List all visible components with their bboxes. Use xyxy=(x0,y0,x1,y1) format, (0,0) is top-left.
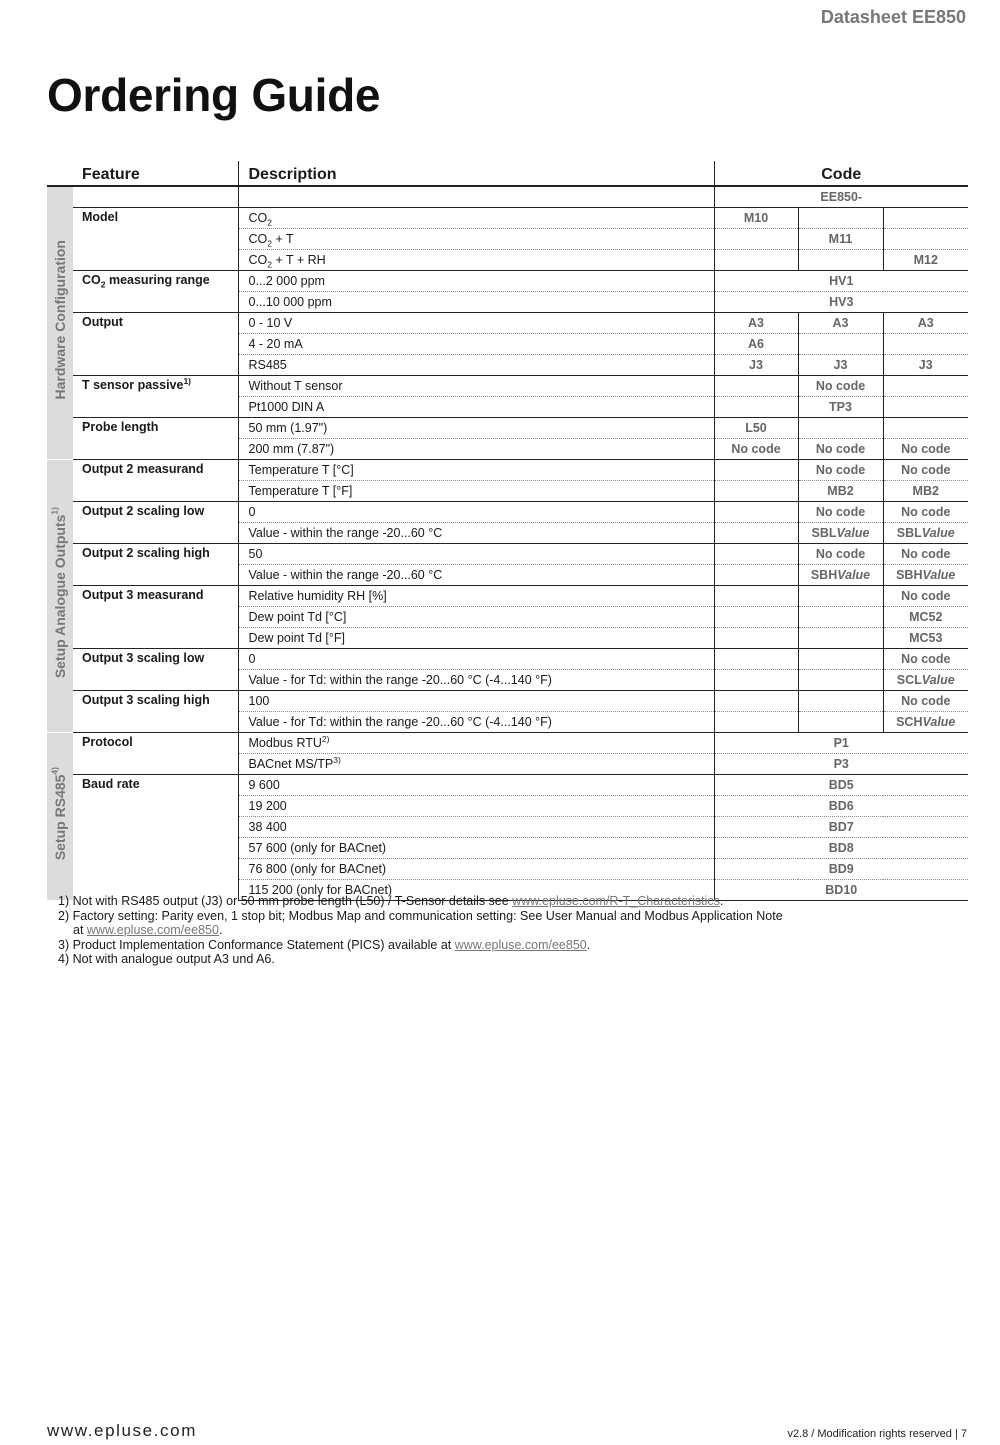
code-mb2: MB2 xyxy=(798,481,883,502)
desc-out2-high-50: 50 xyxy=(238,544,714,565)
desc-temp-f: Temperature T [°F] xyxy=(238,481,714,502)
code-bd7: BD7 xyxy=(714,817,968,838)
code-bd8: BD8 xyxy=(714,838,968,859)
table-row xyxy=(47,271,968,292)
code-hv3: HV3 xyxy=(714,292,968,313)
header-description: Description xyxy=(238,161,714,186)
code-a3: A3 xyxy=(798,313,883,334)
header-code: Code xyxy=(714,161,968,186)
feature-output2-measurand: Output 2 measurand xyxy=(73,460,238,502)
code-sbl-value: SBLValue xyxy=(883,523,968,544)
table-row xyxy=(47,733,968,754)
feature-output3-scaling-low: Output 3 scaling low xyxy=(73,649,238,691)
code-m12: M12 xyxy=(883,250,968,271)
code-mc52: MC52 xyxy=(883,607,968,628)
code-no-code: No code xyxy=(798,376,883,397)
code-sch-value: SCHValue xyxy=(883,712,968,733)
code-a6: A6 xyxy=(714,334,798,355)
desc-out3-high-value: Value - for Td: within the range -20...60 °C (-4...140 °F) xyxy=(238,712,714,733)
code-m11: M11 xyxy=(798,229,883,250)
code-no-code: No code xyxy=(883,460,968,481)
code-bd5: BD5 xyxy=(714,775,968,796)
feature-protocol: Protocol xyxy=(73,733,238,775)
desc-range-10000: 0...10 000 ppm xyxy=(238,292,714,313)
table-row xyxy=(47,313,968,334)
table-header-row xyxy=(47,161,968,186)
footnotes xyxy=(58,894,783,967)
footnote-1: 1) Not with RS485 output (J3) or 50 mm probe length (L50) / T-Sensor details see www.epluse.com/R-T_Characteristics. xyxy=(58,894,724,908)
table-row xyxy=(47,186,968,208)
code-p1: P1 xyxy=(714,733,968,754)
desc-bacnet: BACnet MS/TP$^{3)}$ xyxy=(238,754,714,775)
code-sbh-value: SBHValue xyxy=(798,565,883,586)
code-m10: M10 xyxy=(714,208,798,229)
table-row xyxy=(47,691,968,712)
code-j3: J3 xyxy=(714,355,798,376)
code-tp3: TP3 xyxy=(798,397,883,418)
desc-baud-9600: 9 600 xyxy=(238,775,714,796)
footer-version: v2.8 / Modification rights reserved | 7 xyxy=(787,1428,967,1440)
section-hardware-configuration: Hardware Configuration xyxy=(47,186,73,460)
code-a3: A3 xyxy=(883,313,968,334)
feature-output2-scaling-high: Output 2 scaling high xyxy=(73,544,238,586)
desc-range-2000: 0...2 000 ppm xyxy=(238,271,714,292)
code-bd9: BD9 xyxy=(714,859,968,880)
desc-baud-57600: 57 600 (only for BACnet) xyxy=(238,838,714,859)
desc-out2-high-value: Value - within the range -20...60 °C xyxy=(238,565,714,586)
datasheet-label: Datasheet EE850 xyxy=(820,7,966,27)
code-no-code: No code xyxy=(798,460,883,481)
feature-model: Model xyxy=(73,208,238,271)
code-bd6: BD6 xyxy=(714,796,968,817)
feature-baud-rate: Baud rate xyxy=(73,775,238,901)
desc-pt1000: Pt1000 DIN A xyxy=(238,397,714,418)
desc-0-10v: 0 - 10 V xyxy=(238,313,714,334)
footnote-2: 2) Factory setting: Parity even, 1 stop bit; Modbus Map and communication setting: See User Manual and Modbus Application Note xyxy=(58,908,783,923)
footnote-3-link[interactable]: www.epluse.com/ee850 xyxy=(454,937,587,952)
desc-co2-t-rh: $CO_2 + T$ + RH xyxy=(238,250,714,271)
desc-out2-low-0: 0 xyxy=(238,502,714,523)
footnote-2-continued: at www.epluse.com/ee850. xyxy=(73,923,223,938)
feature-output3-measurand: Output 3 measurand xyxy=(73,586,238,649)
desc-baud-76800: 76 800 (only for BACnet) xyxy=(238,859,714,880)
code-bd10: BD10 xyxy=(714,880,968,901)
desc-out3-low-value: Value - for Td: within the range -20...60 °C (-4...140 °F) xyxy=(238,670,714,691)
table-row xyxy=(47,460,968,481)
code-no-code: No code xyxy=(798,439,883,460)
footnote-3: 3) Product Implementation Conformance Statement (PICS) available at www.epluse.com/ee850. xyxy=(58,937,591,952)
desc-4-20ma: 4 - 20 mA xyxy=(238,334,714,355)
code-sbl-value: SBLValue xyxy=(798,523,883,544)
feature-t-sensor: T sensor passive$^{1)}$ xyxy=(73,376,238,418)
header-feature: Feature xyxy=(73,161,238,186)
code-scl-value: SCLValue xyxy=(883,670,968,691)
code-prefix: EE850- xyxy=(714,186,968,208)
footnote-2-link[interactable]: www.epluse.com/ee850 xyxy=(86,923,219,938)
footnote-1-link[interactable]: www.epluse.com/R-T_Characteristics xyxy=(512,894,720,908)
desc-rs485: RS485 xyxy=(238,355,714,376)
section-setup-analogue-outputs: Setup Analogue Outputs$^{1)}$ xyxy=(47,460,73,733)
section-setup-rs485: Setup RS485$^{4)}$ xyxy=(47,733,73,901)
desc-50mm: 50 mm (1.97") xyxy=(238,418,714,439)
desc-baud-19200: 19 200 xyxy=(238,796,714,817)
desc-co2-t: $CO_2 + T$ xyxy=(238,229,714,250)
desc-baud-38400: 38 400 xyxy=(238,817,714,838)
table-row xyxy=(47,586,968,607)
table-row xyxy=(47,208,968,229)
ordering-guide-table xyxy=(47,161,968,901)
code-j3: J3 xyxy=(883,355,968,376)
feature-co2-range: $CO_2$ measuring range xyxy=(73,271,238,313)
desc-out3-high-100: 100 xyxy=(238,691,714,712)
desc-dew-f: Dew point Td [°F] xyxy=(238,628,714,649)
table-row xyxy=(47,775,968,796)
code-p3: P3 xyxy=(714,754,968,775)
code-no-code: No code xyxy=(798,544,883,565)
desc-rh: Relative humidity RH [%] xyxy=(238,586,714,607)
desc-modbus: Modbus RTU$^{2)}$ xyxy=(238,733,714,754)
feature-output: Output xyxy=(73,313,238,376)
code-mb2: MB2 xyxy=(883,481,968,502)
table-row xyxy=(47,649,968,670)
code-no-code: No code xyxy=(883,502,968,523)
desc-co2: $CO_2$ xyxy=(238,208,714,229)
code-mc53: MC53 xyxy=(883,628,968,649)
code-no-code: No code xyxy=(883,439,968,460)
code-no-code: No code xyxy=(714,439,798,460)
code-a3: A3 xyxy=(714,313,798,334)
code-j3: J3 xyxy=(798,355,883,376)
code-no-code: No code xyxy=(883,691,968,712)
code-no-code: No code xyxy=(883,586,968,607)
desc-dew-c: Dew point Td [°C] xyxy=(238,607,714,628)
footnote-4: 4) Not with analogue output A3 und A6. xyxy=(58,952,275,967)
desc-without-t: Without T sensor xyxy=(238,376,714,397)
feature-output3-scaling-high: Output 3 scaling high xyxy=(73,691,238,733)
code-no-code: No code xyxy=(798,502,883,523)
desc-temp-c: Temperature T [°C] xyxy=(238,460,714,481)
page-title: Ordering Guide xyxy=(47,69,381,121)
table-row xyxy=(47,376,968,397)
code-l50: L50 xyxy=(714,418,798,439)
feature-probe-length: Probe length xyxy=(73,418,238,460)
code-no-code: No code xyxy=(883,544,968,565)
desc-out3-low-0: 0 xyxy=(238,649,714,670)
desc-baud-115200: 115 200 (only for BACnet) xyxy=(238,880,714,901)
code-hv1: HV1 xyxy=(714,271,968,292)
table-row xyxy=(47,418,968,439)
desc-200mm: 200 mm (7.87") xyxy=(238,439,714,460)
code-sbh-value: SBHValue xyxy=(883,565,968,586)
table-row xyxy=(47,502,968,523)
footer-website[interactable]: www.epluse.com xyxy=(47,1421,197,1440)
feature-output2-scaling-low: Output 2 scaling low xyxy=(73,502,238,544)
code-no-code: No code xyxy=(883,649,968,670)
desc-out2-low-value: Value - within the range -20...60 °C xyxy=(238,523,714,544)
table-row xyxy=(47,544,968,565)
